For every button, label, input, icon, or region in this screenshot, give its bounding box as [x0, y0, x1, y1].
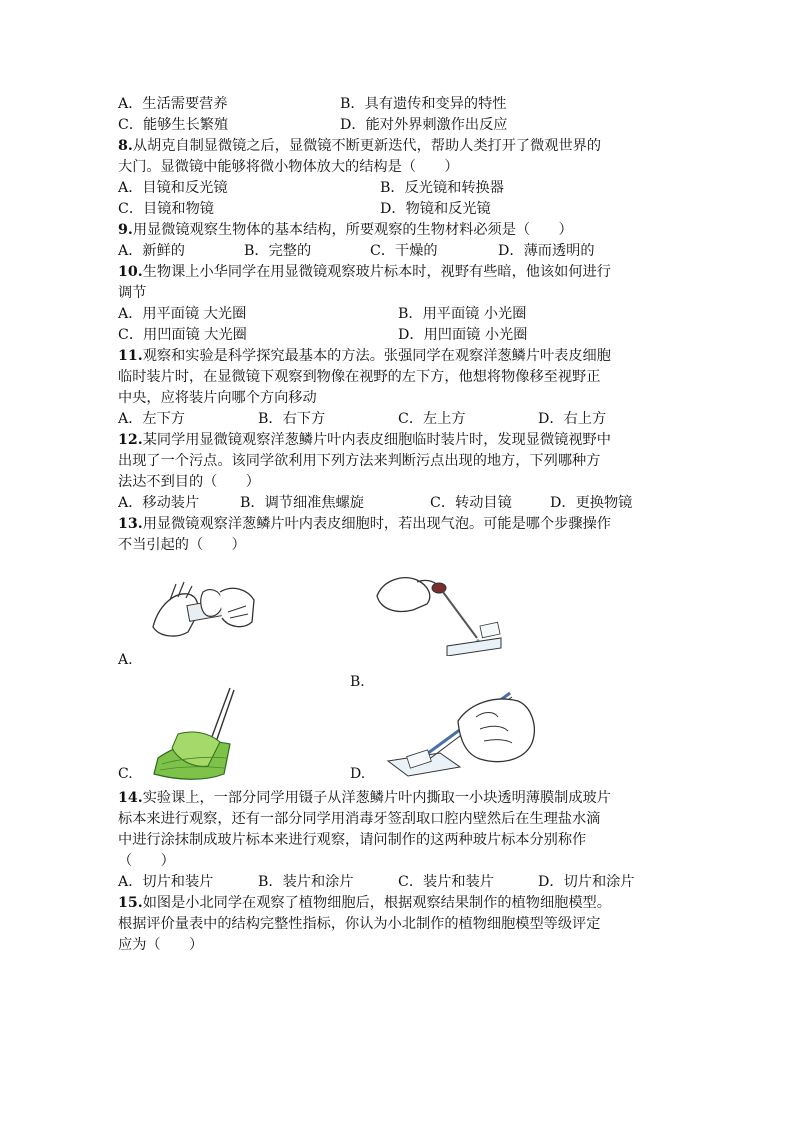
- q8-stem-line1: [118, 136, 678, 157]
- q12-stem-line1: [118, 430, 678, 451]
- q12-number: 12.: [118, 432, 143, 448]
- q8-text-2: 大门。显微镜中能够将微小物体放大的结构是（ ）: [118, 159, 459, 175]
- q13-text-1: 用显微镜观察洋葱鳞片叶内表皮细胞时，若出现气泡。可能是哪个步骤操作: [142, 516, 611, 532]
- q14-option-b[interactable]: B．装片和涂片: [258, 874, 354, 890]
- q8-option-d[interactable]: D．物镜和反光镜: [380, 201, 491, 217]
- q15-text-2: 根据评价量表中的结构完整性指标，你认为小北制作的植物细胞模型等级评定: [118, 916, 601, 932]
- q10-option-c[interactable]: C．用凹面镜 大光圈: [118, 327, 247, 343]
- q12-text-2: 出现了一个污点。该同学欲利用下列方法来判断污点出现的地方，下列哪种方: [118, 453, 601, 469]
- q12-stem-line3: [118, 472, 678, 493]
- q14-text-2: 标本来进行观察，还有一部分同学用消毒牙签刮取口腔内壁然后在生理盐水滴: [118, 811, 601, 827]
- q12-option-d[interactable]: D．更换物镜: [550, 495, 633, 511]
- q11-stem-line1: [118, 346, 678, 367]
- q14-text-3: 中进行涂抹制成玻片标本来进行观察，请问制作的这两种玻片标本分别称作: [118, 832, 587, 848]
- q13-figure-area: [118, 556, 678, 788]
- q11-text-1: 观察和实验是科学探究最基本的方法。张强同学在观察洋葱鳞片叶表皮细胞: [142, 348, 611, 364]
- q8-options-row2: [118, 199, 678, 220]
- q8-text-1: 从胡克自制显微镜之后，显微镜不断更新迭代，帮助人类打开了微观世界的: [132, 138, 602, 154]
- q11-text-2: 临时装片时，在显微镜下观察到物像在视野的左下方，他想将物像移至视野正: [118, 369, 601, 385]
- question-page: [118, 94, 678, 956]
- q13-figure-a-label: A.: [118, 652, 133, 668]
- q12-option-a[interactable]: A．移动装片: [118, 495, 200, 511]
- q7-options-row1: [118, 94, 678, 115]
- q14-stem-line2: [118, 809, 678, 830]
- q10-option-d[interactable]: D．用凹面镜 小光圈: [398, 327, 528, 343]
- q8-option-b[interactable]: B．反光镜和转换器: [380, 180, 504, 196]
- q8-stem-line2: [118, 157, 678, 178]
- q11-option-d[interactable]: D．右上方: [538, 411, 607, 427]
- q13-text-2: 不当引起的（ ）: [118, 537, 246, 553]
- q15-number: 15.: [118, 895, 143, 911]
- q10-options-row1: [118, 304, 678, 325]
- q8-number: 8.: [118, 138, 133, 154]
- q14-stem-line4: [118, 851, 678, 872]
- q14-option-c[interactable]: C．装片和装片: [398, 874, 494, 890]
- q11-stem-line2: [118, 367, 678, 388]
- q14-stem-line3: [118, 830, 678, 851]
- q14-stem-line1: [118, 788, 678, 809]
- q9-option-a[interactable]: A．新鲜的: [118, 243, 185, 259]
- q14-text-4: （ ）: [118, 853, 175, 869]
- q7-options-row2: [118, 115, 678, 136]
- q9-option-b[interactable]: B．完整的: [244, 243, 312, 259]
- q14-text-1: 实验课上，一部分同学用镊子从洋葱鳞片叶内撕取一小块透明薄膜制成玻片: [142, 790, 611, 806]
- q12-option-b[interactable]: B．调节细准焦螺旋: [240, 495, 364, 511]
- q11-number: 11.: [118, 348, 143, 364]
- q13-figure-a-hands-wiping[interactable]: [148, 572, 258, 642]
- q14-options-row: [118, 872, 678, 893]
- q14-option-d[interactable]: D．切片和涂片: [538, 874, 635, 890]
- q9-text-1: 用显微镜观察生物体的基本结构，所要观察的生物材料必须是（ ）: [132, 222, 573, 238]
- q13-figure-c-label: C.: [118, 766, 133, 782]
- q11-options-row: [118, 409, 678, 430]
- q10-option-b[interactable]: B．用平面镜 小光圈: [398, 306, 527, 322]
- q10-stem-line1: [118, 262, 678, 283]
- q8-options-row1: [118, 178, 678, 199]
- q13-number: 13.: [118, 516, 143, 532]
- q12-options-row: [118, 493, 678, 514]
- q13-figure-b-dropper-on-slide[interactable]: [373, 566, 503, 656]
- q12-stem-line2: [118, 451, 678, 472]
- q9-number: 9.: [118, 222, 133, 238]
- q15-stem-line1: [118, 893, 678, 914]
- q10-text-1: 生物课上小华同学在用显微镜观察玻片标本时，视野有些暗，他该如何进行: [142, 264, 611, 280]
- q11-option-b[interactable]: B．右下方: [258, 411, 326, 427]
- q10-number: 10.: [118, 264, 143, 280]
- q9-stem-line1: [118, 220, 678, 241]
- q11-stem-line3: [118, 388, 678, 409]
- q13-figure-d-forceps-coverslip[interactable]: [380, 681, 540, 786]
- q13-stem-line1: [118, 514, 678, 535]
- q11-option-a[interactable]: A．左下方: [118, 411, 185, 427]
- q8-option-a[interactable]: A．目镜和反光镜: [118, 180, 228, 196]
- q10-stem-line2: [118, 283, 678, 304]
- q9-option-c[interactable]: C．干燥的: [370, 243, 438, 259]
- q13-figure-b-label: B.: [350, 674, 365, 690]
- q12-option-c[interactable]: C．转动目镜: [430, 495, 512, 511]
- q8-option-c[interactable]: C．目镜和物镜: [118, 201, 214, 217]
- q10-text-2: 调节: [118, 285, 147, 301]
- q14-number: 14.: [118, 790, 143, 806]
- q15-text-3: 应为（ ）: [118, 937, 204, 953]
- q11-option-c[interactable]: C．左上方: [398, 411, 466, 427]
- q7-option-c[interactable]: C．能够生长繁殖: [118, 117, 229, 133]
- q15-stem-line3: [118, 935, 678, 956]
- q7-option-b[interactable]: B．具有遗传和变异的特性: [340, 96, 507, 112]
- q9-option-d[interactable]: D．薄而透明的: [498, 243, 595, 259]
- q13-stem-line2: [118, 535, 678, 556]
- q11-text-3: 中央，应将装片向哪个方向移动: [118, 390, 317, 406]
- q12-text-3: 法达不到目的（ ）: [118, 474, 260, 490]
- q7-option-a[interactable]: A．生活需要营养: [118, 96, 228, 112]
- q7-option-d[interactable]: D．能对外界刺激作出反应: [340, 117, 508, 133]
- q15-text-1: 如图是小北同学在观察了植物细胞后，根据观察结果制作的植物细胞模型。: [142, 895, 611, 911]
- q15-stem-line2: [118, 914, 678, 935]
- q13-figure-c-onion-membrane[interactable]: [148, 686, 248, 786]
- q10-options-row2: [118, 325, 678, 346]
- q13-figure-d-label: D.: [350, 766, 366, 782]
- q10-option-a[interactable]: A．用平面镜 大光圈: [118, 306, 247, 322]
- q9-options-row: [118, 241, 678, 262]
- q12-text-1: 某同学用显微镜观察洋葱鳞片叶内表皮细胞临时装片时，发现显微镜视野中: [142, 432, 611, 448]
- q14-option-a[interactable]: A．切片和装片: [118, 874, 214, 890]
